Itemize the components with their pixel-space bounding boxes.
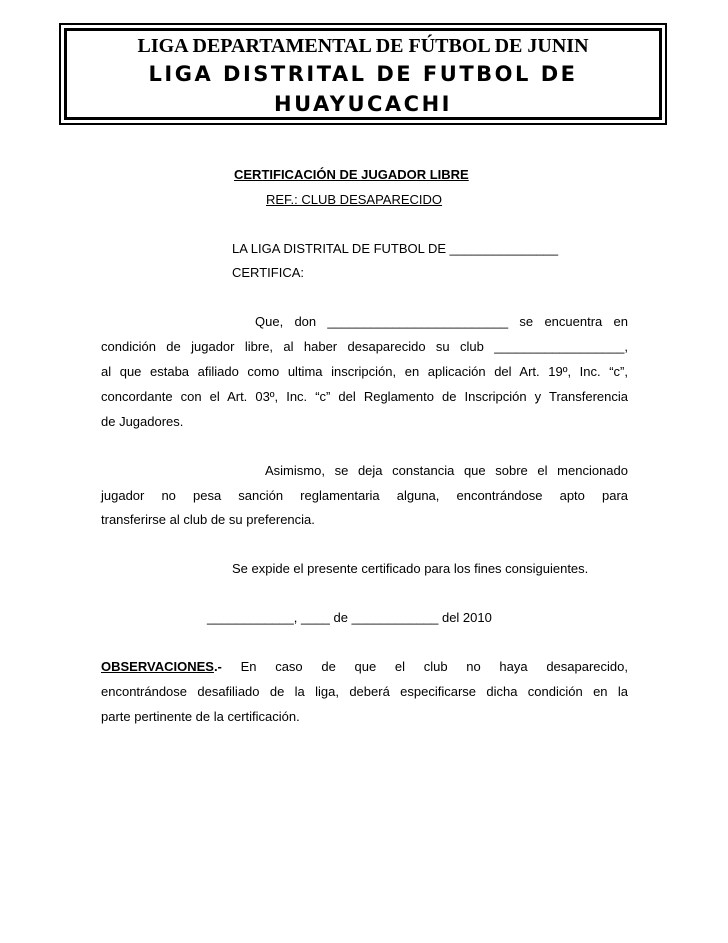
closing-statement: Se expide el presente certificado para los fines consiguientes. bbox=[232, 561, 589, 576]
paragraph-1-line-2: condición de jugador libre, al haber desaparecido su club __________________, bbox=[101, 339, 628, 354]
certifies-label: CERTIFICA: bbox=[232, 265, 304, 280]
league-title: LIGA DEPARTAMENTAL DE FÚTBOL DE JUNIN bbox=[137, 35, 589, 57]
certificate-title: CERTIFICACIÓN DE JUGADOR LIBRE bbox=[234, 167, 469, 182]
observations-label: OBSERVACIONES bbox=[101, 659, 214, 674]
certificate-reference: REF.: CLUB DESAPARECIDO bbox=[266, 192, 443, 207]
paragraph-2-line-2: jugador no pesa sanción reglamentaria alguna, encontrándose apto para bbox=[101, 488, 628, 503]
district-league-title bbox=[64, 59, 662, 119]
paragraph-1-line-1: Que, don _________________________ se encuentra en bbox=[255, 314, 628, 329]
paragraph-1-line-4: concordante con el Art. 03º, Inc. “c” del Reglamento de Inscripción y Transferencia bbox=[101, 389, 628, 404]
district-title-line-2: HUAYUCACHI bbox=[274, 92, 452, 116]
paragraph-1-line-5: de Jugadores. bbox=[101, 414, 184, 429]
observations-line-1 bbox=[101, 659, 628, 675]
district-title-line-1: LIGA DISTRITAL DE FUTBOL DE bbox=[148, 62, 578, 86]
observations-line-2: encontrándose desafiliado de la liga, deberá especificarse dicha condición en la bbox=[101, 684, 628, 699]
paragraph-2-line-1: Asimismo, se deja constancia que sobre el mencionado bbox=[265, 463, 628, 478]
issuer-line: LA LIGA DISTRITAL DE FUTBOL DE _______________ bbox=[232, 241, 559, 256]
observations-text-1: En caso de que el club no haya desaparecido, bbox=[221, 659, 628, 674]
paragraph-2-line-3: transferirse al club de su preferencia. bbox=[101, 512, 315, 527]
observations-separator: .- bbox=[213, 659, 222, 674]
observations-line-3: parte pertinente de la certificación. bbox=[101, 709, 300, 724]
date-line: ____________, ____ de ____________ del 2010 bbox=[207, 610, 492, 625]
paragraph-1-line-3: al que estaba afiliado como ultima inscripción, en aplicación del Art. 19º, Inc. “c”, bbox=[101, 364, 628, 379]
